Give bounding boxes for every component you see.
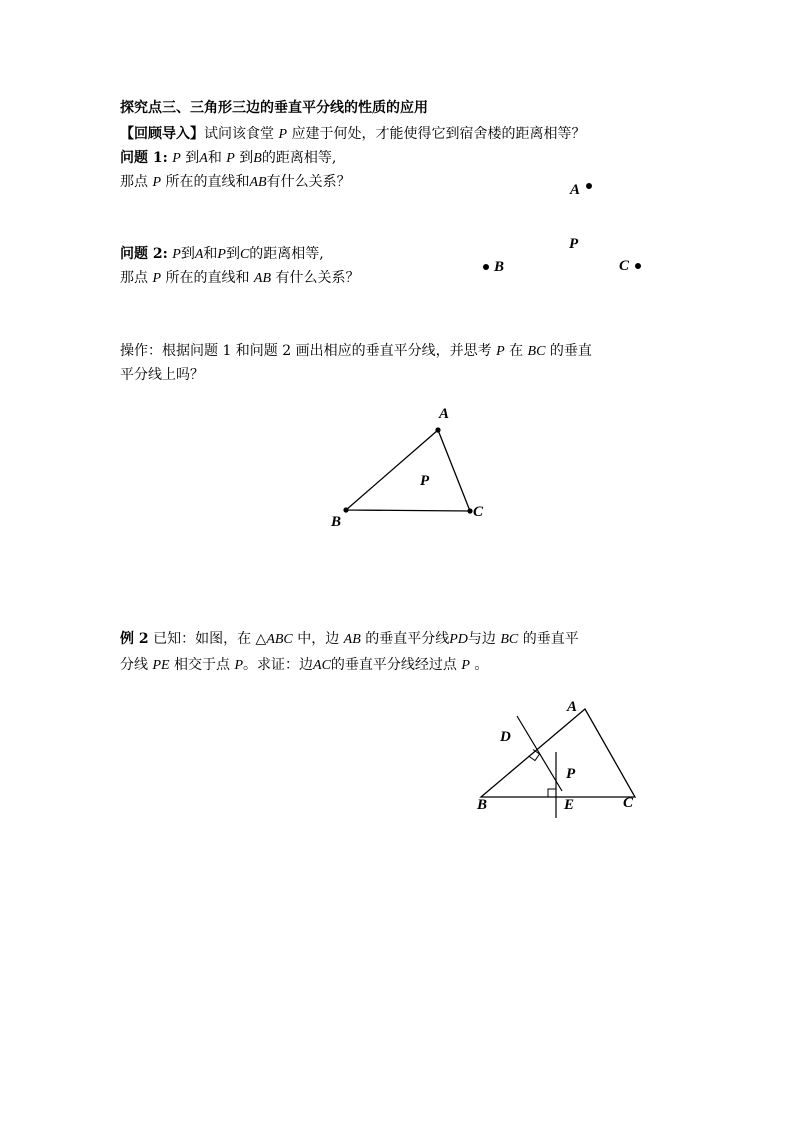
fig1-point-c	[635, 263, 641, 269]
ex-l1c: 的垂直平分线	[365, 631, 450, 647]
ex-l2e: 。	[474, 657, 489, 673]
q2-l2a: 那点	[120, 270, 148, 286]
op-bc: BC	[527, 344, 546, 359]
ex-l2b: 相交于点	[174, 657, 231, 673]
fig2-label-p: P	[420, 473, 430, 489]
operation-line2: 平分线上吗？	[120, 367, 204, 383]
q2-p2: P	[217, 247, 226, 262]
q2-t1: 到	[180, 246, 195, 262]
fig1-label-c: C	[619, 258, 630, 274]
fig3-label-d: D	[500, 729, 511, 745]
q1-l2a: 那点	[120, 174, 148, 190]
q1-l2b: 所在的直线和	[165, 174, 250, 190]
q2-l2p: P	[152, 271, 162, 286]
fig1-points	[483, 183, 641, 270]
q2-c: C	[239, 247, 250, 262]
q1-t1: 到	[185, 150, 200, 166]
q2-l2b: 所在的直线和	[165, 270, 250, 286]
fig1-label-a: A	[570, 182, 581, 198]
q2-p1: P	[172, 247, 181, 262]
fig3-label-a: A	[567, 699, 578, 715]
fig3-diagram	[481, 709, 635, 818]
ex-pd: PD	[449, 632, 468, 647]
ex-ac: AC	[313, 658, 331, 673]
ex-l1a: 已知：如图，在	[153, 631, 252, 647]
fig1-label-b: B	[494, 259, 505, 275]
fig2-triangle	[343, 427, 472, 513]
review-bracket: 【回顾导入】	[120, 126, 204, 142]
q1-t2: 和	[207, 150, 222, 166]
fig3-label-p: P	[566, 766, 576, 782]
review-text-b: 应建于何处，才能使得它到宿舍楼的距离相等？	[291, 126, 586, 142]
q2-t4: 的距离相等,	[249, 246, 324, 262]
fig2-label-b: B	[331, 514, 342, 530]
q1-t3: 到	[239, 150, 254, 166]
op-l1a: 操作：根据问题 1 和问题 2 画出相应的垂直平分线，并思考	[120, 343, 492, 359]
fig2-vertex-a	[435, 427, 440, 432]
q2-a: A	[194, 247, 204, 262]
fig2-vertex-b	[343, 507, 348, 512]
review-text-a: 试问该食堂	[204, 126, 274, 142]
fig1-point-b	[483, 264, 489, 270]
q1-a: A	[199, 151, 208, 166]
ex-l2d: 的垂直平分线经过点	[330, 657, 457, 673]
q2-t3: 到	[225, 246, 240, 262]
q1-label: 问题 1:	[120, 150, 168, 166]
section-title: 探究点三、三角形三边的垂直平分线的性质的应用	[120, 100, 428, 116]
q2-label: 问题 2:	[120, 246, 168, 262]
ex-bc: BC	[500, 632, 519, 647]
fig2-vertex-c	[467, 508, 472, 513]
ex-l1e: 的垂直平	[522, 631, 579, 647]
q1-l2ab: AB	[249, 175, 267, 190]
fig1-point-a	[586, 183, 592, 189]
q1-l2p: P	[152, 175, 162, 190]
q1-p1: P	[172, 151, 181, 166]
q2-l2ab: AB	[253, 271, 272, 286]
q2-l2c: 有什么关系？	[275, 270, 360, 286]
fig3-label-e: E	[564, 797, 575, 813]
ex-abc: ABC	[266, 632, 293, 647]
op-p: P	[496, 344, 505, 359]
q2-t2: 和	[203, 246, 218, 262]
review-var: P	[278, 127, 288, 142]
fig2-label-c: C	[473, 504, 484, 520]
fig3-label-b: B	[477, 797, 488, 813]
ex-p2: P	[461, 658, 470, 673]
ex-l2c: 。求证：边	[243, 657, 314, 673]
q1-p2: P	[226, 151, 235, 166]
fig2-triangle-outline	[346, 430, 470, 511]
ex-pe: PE	[152, 658, 170, 673]
op-l1b: 在	[509, 343, 524, 359]
q1-l2c: 有什么关系？	[266, 174, 351, 190]
fig2-label-a: A	[439, 406, 450, 422]
q1-b: B	[253, 151, 262, 166]
fig1-label-p: P	[569, 236, 579, 252]
ex-l2a: 分线	[120, 657, 148, 673]
fig3-label-c: C	[623, 795, 634, 811]
ex-l1b: 中，边	[297, 631, 340, 647]
op-l1c: 的垂直	[549, 343, 592, 359]
ex-l1d: 与边	[467, 631, 496, 647]
example2-label: 例 2	[120, 631, 149, 647]
q1-t4: 的距离相等,	[261, 150, 337, 166]
ex-ab: AB	[343, 632, 361, 647]
ex-tri: △	[255, 631, 267, 647]
fig3-right-angle-e	[548, 789, 556, 797]
ex-p: P	[234, 658, 244, 673]
